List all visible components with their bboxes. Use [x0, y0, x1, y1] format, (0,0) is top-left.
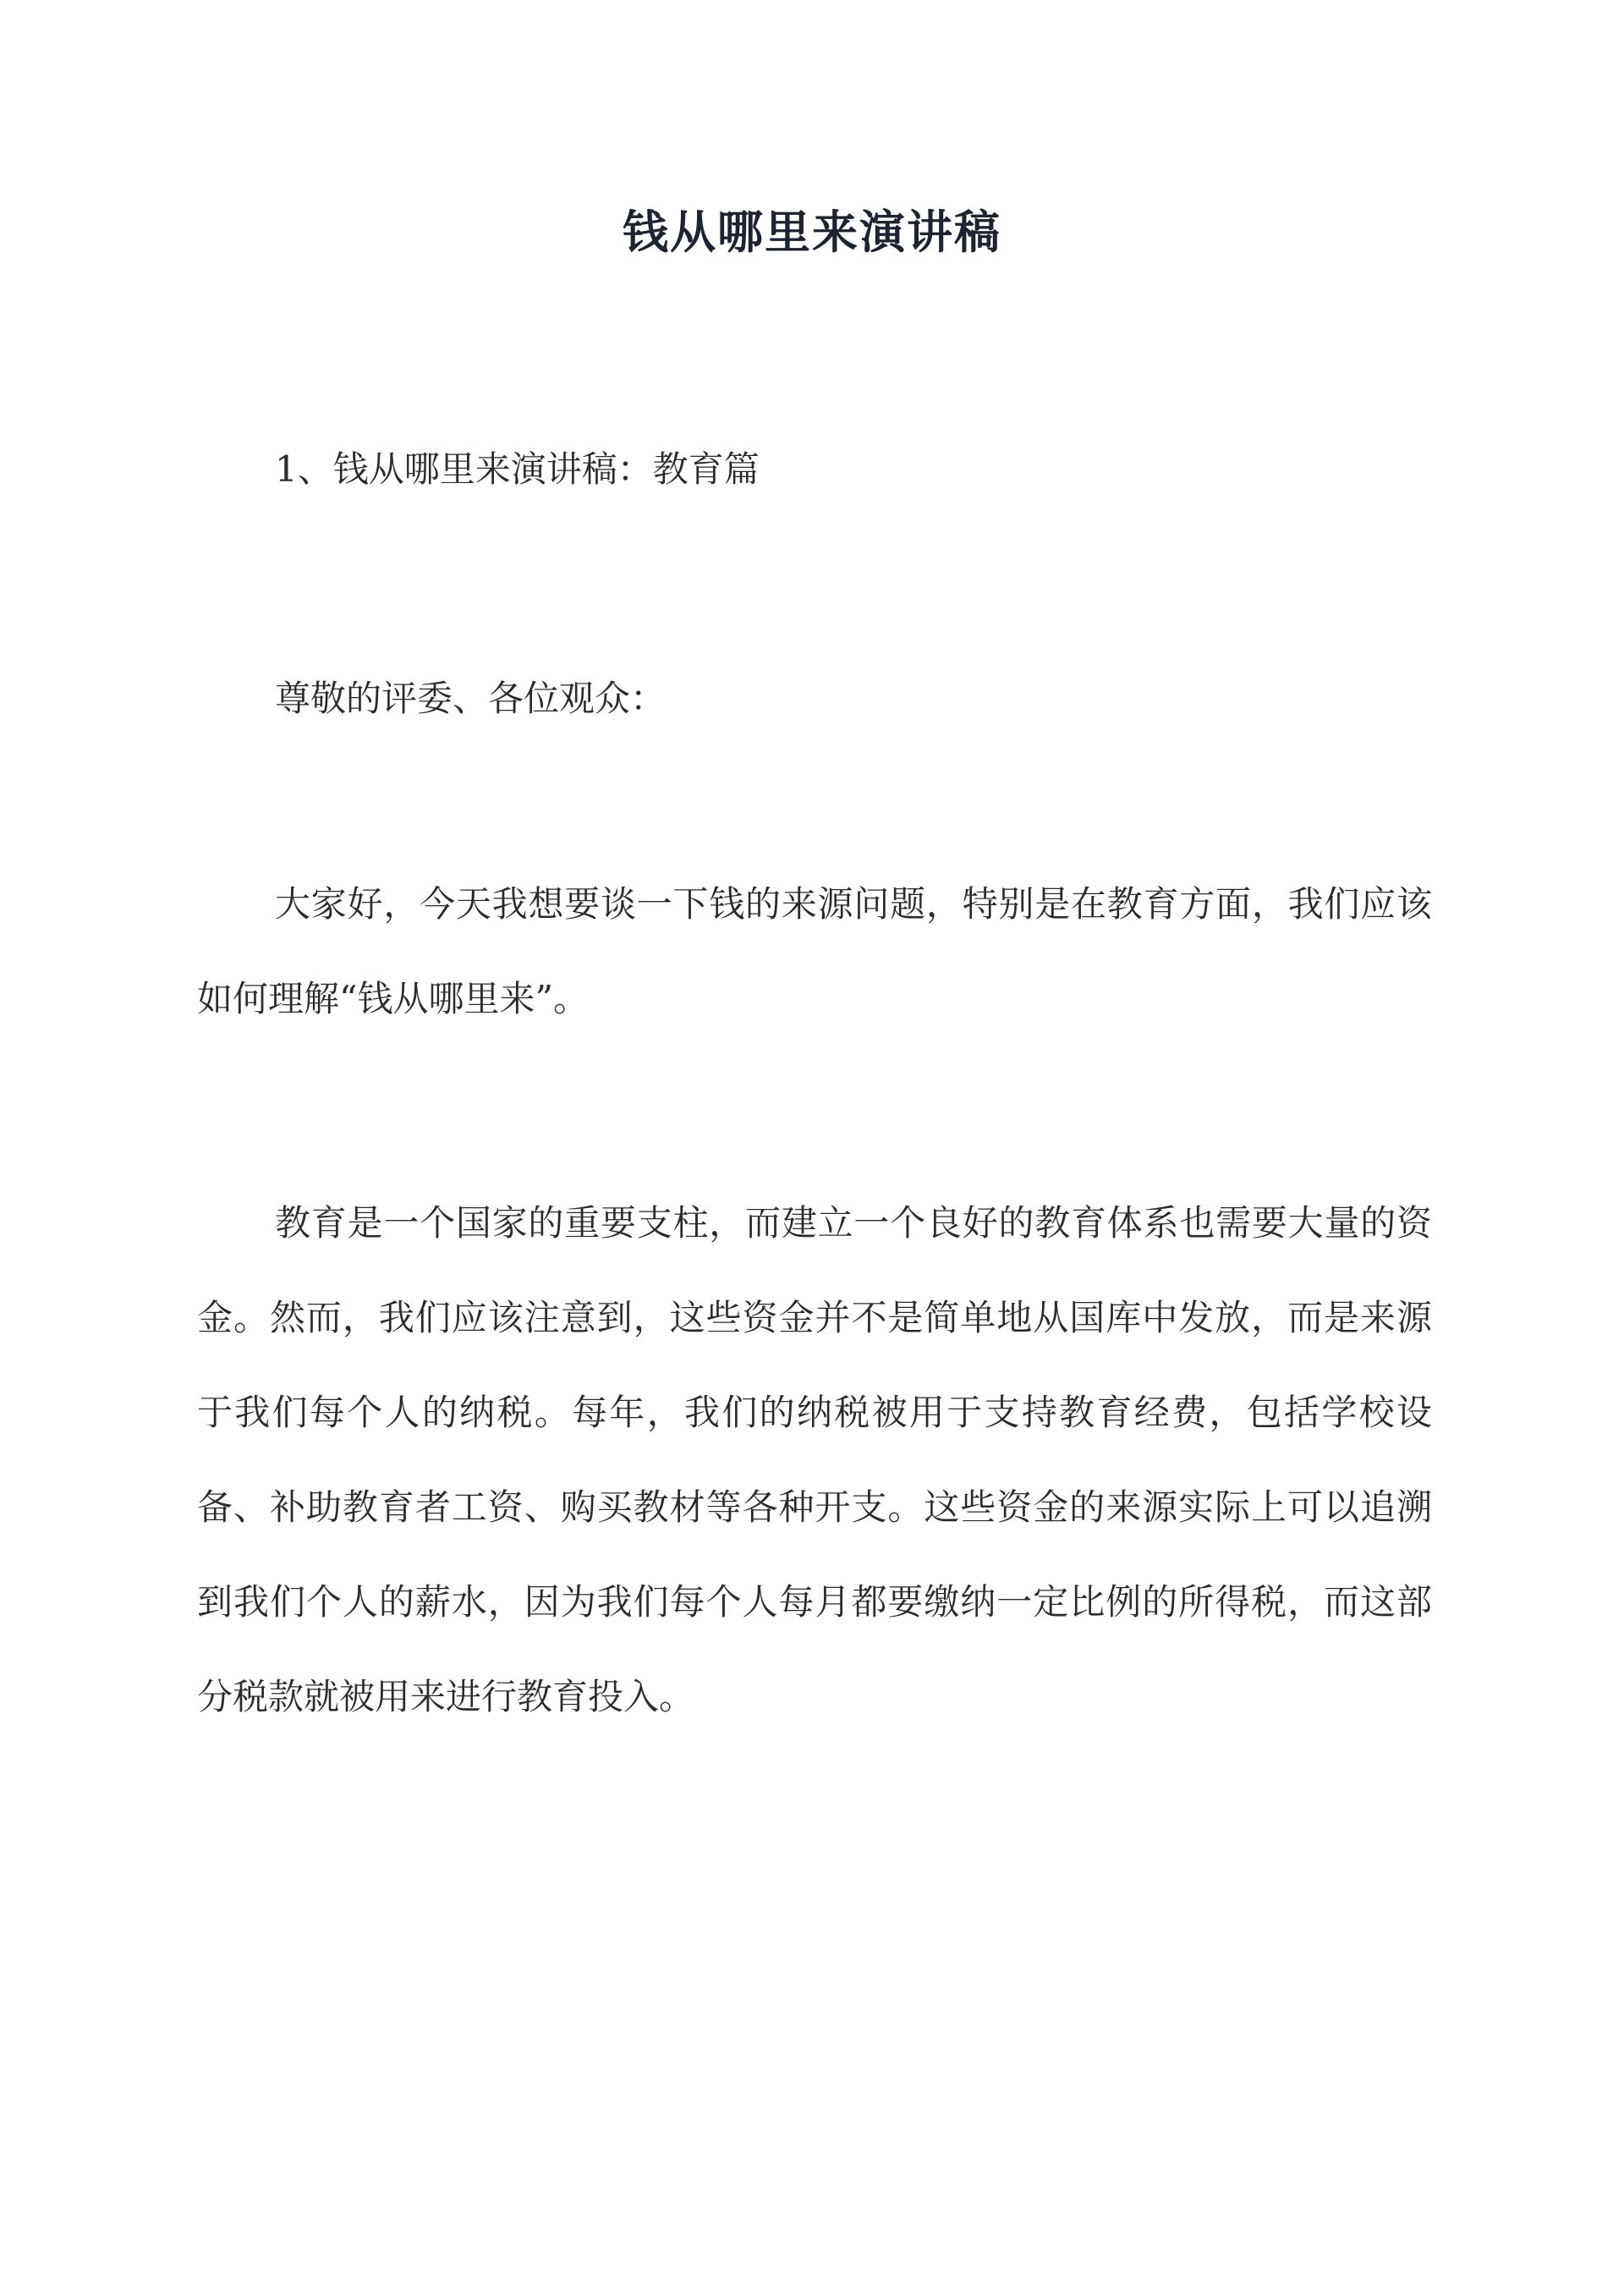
body-paragraph: 教育是一个国家的重要支柱，而建立一个良好的教育体系也需要大量的资金。然而，我们应该注意到，这些资金并不是简单地从国库中发放，而是来源于我们每个人的纳税。每年，我们的纳税被用于支持教育经费，包括学校设备、补助教育者工资、购买教材等各种开支。这些资金的来源实际上可以追溯到我们个人的薪水，因为我们每个人每月都要缴纳一定比例的所得税，而这部分税款就被用来进行教育投入。 — [197, 1202, 1432, 1717]
intro-paragraph: 大家好，今天我想要谈一下钱的来源问题，特别是在教育方面，我们应该如何理解“钱从哪里来”。 — [197, 883, 1432, 1019]
section-heading: 1、钱从哪里来演讲稿：教育篇 — [275, 448, 760, 490]
document-title: 钱从哪里来演讲稿 — [623, 205, 1001, 259]
greeting-paragraph: 尊敬的评委、各位观众： — [275, 678, 667, 719]
